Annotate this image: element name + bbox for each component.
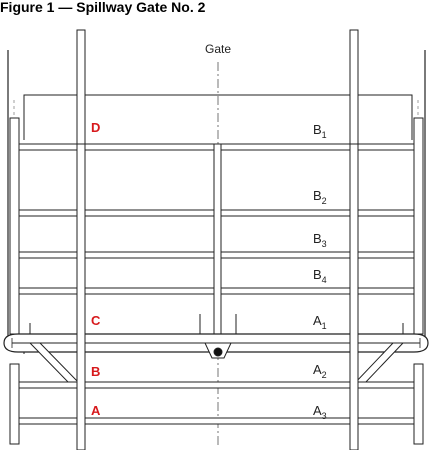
girder-label-base: A — [313, 403, 322, 418]
girder-label-subscript: 3 — [321, 411, 327, 421]
girder-label-base: A — [313, 313, 322, 328]
girder-label-subscript: 4 — [321, 275, 327, 285]
right-column — [350, 30, 358, 450]
trunnion-pin — [214, 348, 222, 356]
girder-label-subscript: 3 — [321, 239, 327, 249]
girder-label-a1 — [313, 313, 327, 331]
girder-label-subscript: 1 — [321, 130, 327, 140]
figure-title: Figure 1 — Spillway Gate No. 2 — [0, 0, 206, 15]
right-labels — [313, 122, 327, 421]
girder-label-base: B — [313, 267, 322, 282]
gate-label: Gate — [204, 42, 232, 56]
right-lower-end-post — [414, 364, 423, 444]
girder-label-base: B — [313, 231, 322, 246]
girder-label-b3 — [313, 231, 327, 249]
right-upper-end-post — [414, 118, 423, 334]
girder-label-b2 — [313, 188, 327, 206]
girder-label-b1 — [313, 122, 327, 140]
centre-stiffener — [214, 144, 221, 334]
girder-label-base: B — [313, 122, 322, 137]
girder-label-a2 — [313, 362, 327, 380]
left-column — [77, 30, 85, 450]
trunnion — [205, 343, 231, 358]
girder-label-base: B — [313, 188, 322, 203]
girder-label-a: A — [91, 403, 101, 418]
girder-label-subscript: 2 — [321, 196, 327, 206]
girder-label-base: A — [313, 362, 322, 377]
girder-label-subscript: 2 — [321, 370, 327, 380]
girder-label-subscript: 1 — [321, 321, 327, 331]
left-upper-end-post — [10, 118, 19, 334]
left-labels — [91, 120, 101, 418]
girder-label-b: B — [91, 364, 101, 379]
girder-label-d: D — [91, 120, 101, 135]
girder-label-b4 — [313, 267, 327, 285]
girder-label-c: C — [91, 313, 101, 328]
left-lower-end-post — [10, 364, 19, 444]
